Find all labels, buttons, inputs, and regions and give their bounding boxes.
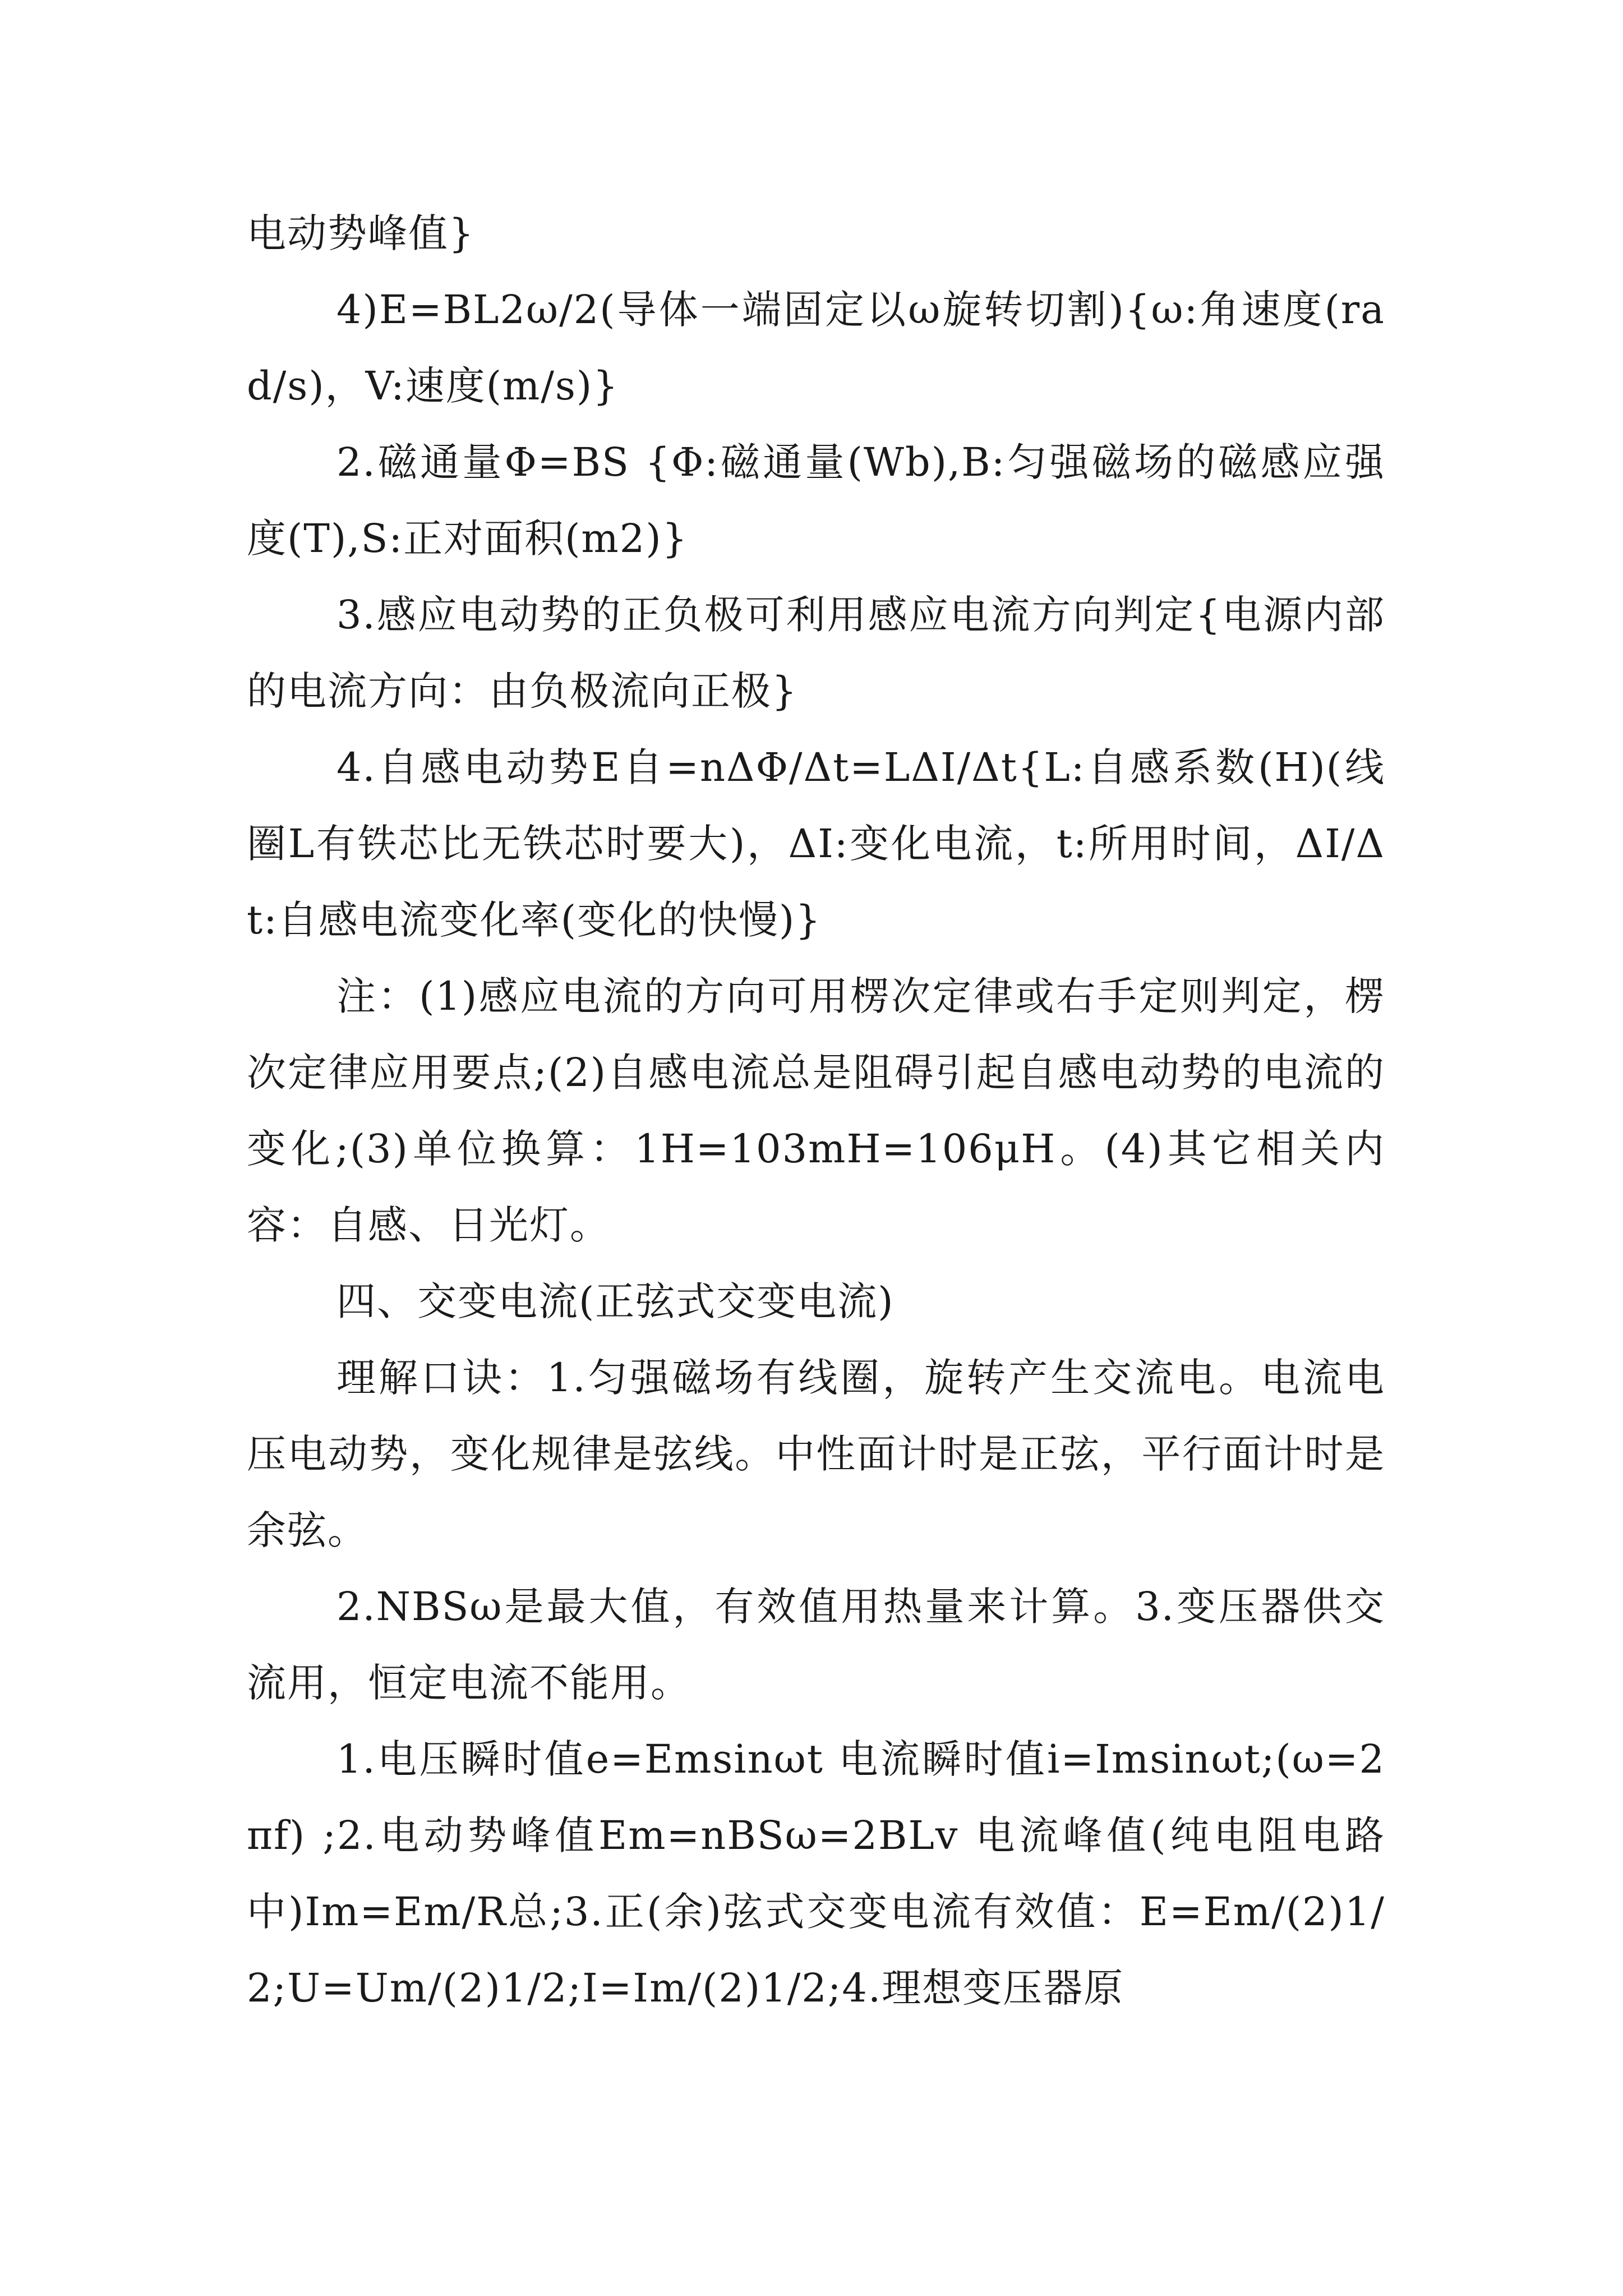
paragraph-rotating-emf: 4)E=BL2ω/2(导体一端固定以ω旋转切割){ω:角速度(rad/s)，V:速度(m/s)} <box>247 287 1385 409</box>
paragraph-emf-polarity: 3.感应电动势的正负极可利用感应电流方向判定{电源内部的电流方向：由负极流向正极} <box>247 592 1385 714</box>
paragraph-self-induction: 4.自感电动势E自=nΔΦ/Δt=LΔI/Δt{L:自感系数(H)(线圈L有铁芯比无铁芯时要大)，ΔI:变化电流，t:所用时间，ΔI/Δt:自感电流变化率(变化的快慢)} <box>247 744 1385 943</box>
document-body <box>247 195 1385 2026</box>
section-heading-ac: 四、交变电流(正弦式交变电流) <box>336 1278 895 1324</box>
paragraph-continuation: 电动势峰值} <box>247 210 475 256</box>
paragraph-mnemonic-cont: 2.NBSω是最大值，有效值用热量来计算。3.变压器供交流用，恒定电流不能用。 <box>247 1584 1385 1706</box>
paragraph-magnetic-flux: 2.磁通量Φ=BS {Φ:磁通量(Wb),B:匀强磁场的磁感应强度(T),S:正对面积(m2)} <box>247 439 1385 562</box>
paragraph-ac-formulas: 1.电压瞬时值e=Emsinωt 电流瞬时值i=Imsinωt;(ω=2πf) ;2.电动势峰值Em=nBSω=2BLv 电流峰值(纯电阻电路中)Im=Em/R总;3.正(余)弦式交变电流有效值：E=Em/(2)1/2;U=Um/(2)1/2;I=Im/(2)1/2;4.理想变压器原 <box>247 1736 1385 2011</box>
paragraph-mnemonic: 理解口诀：1.匀强磁场有线圈，旋转产生交流电。电流电压电动势，变化规律是弦线。中性面计时是正弦，平行面计时是余弦。 <box>247 1355 1385 1553</box>
paragraph-notes: 注：(1)感应电流的方向可用楞次定律或右手定则判定，楞次定律应用要点;(2)自感电流总是阻碍引起自感电动势的电流的变化;(3)单位换算：1H=103mH=106μH。(4)其它相关内容：自感、日光灯。 <box>247 973 1385 1248</box>
